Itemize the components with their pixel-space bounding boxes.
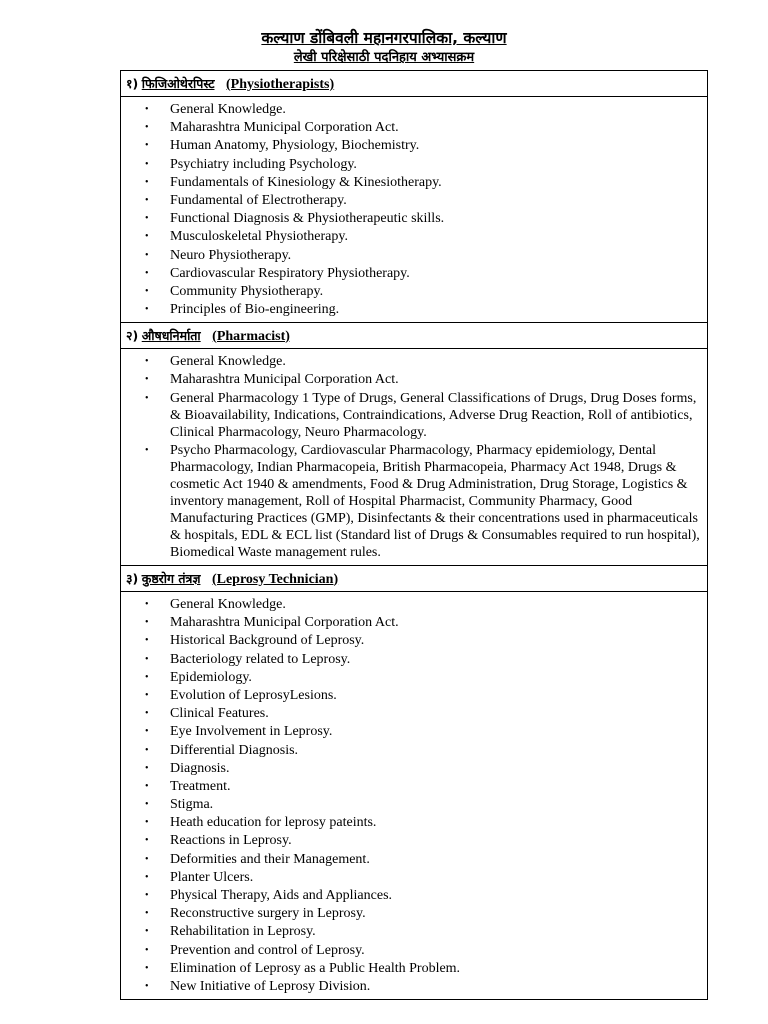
bullet-icon: • [145,374,149,386]
topic-text: Maharashtra Municipal Corporation Act. [170,120,399,136]
section-name-english: (Leprosy Technician) [211,571,339,587]
topic-text: Psycho Pharmacology, Cardiovascular Pharmacology, Pharmacy epidemiology, Dental Pharmacology, Indian Pharmacopeia, British Pharmacopeia, Pharmacy Act 1948, Drugs & cosmetic Act 1940 & amendments, Food & Drug Administration, Drug Storage, Logistics & inventory management, Roll of Hospital Pharmacist, Community Pharmacy, Good Manufacturing Practices (GMP), Disinfectants & their concentrations used in pharmaceuticals & hospitals, EDL & ECL list (Standard list of Drugs & Consumables required to run hospital), Biomedical Waste management rules. [170,442,700,560]
topic-text: Maharashtra Municipal Corporation Act. [170,372,399,388]
topic-text: Treatment. [170,778,231,794]
list-item [121,632,705,649]
topic-text: Bacteriology related to Leprosy. [170,651,351,667]
list-item [121,390,705,441]
list-item [121,265,705,282]
list-item [121,247,705,264]
bullet-icon: • [145,285,149,297]
list-item [121,760,705,777]
topic-text: New Initiative of Leprosy Division. [170,978,371,994]
section-topics [121,592,708,1000]
section-name-english: (Physiotherapists) [226,76,335,92]
list-item [121,851,705,868]
topic-list [121,101,705,318]
list-item [121,742,705,759]
topic-text: General Knowledge. [170,102,286,117]
section-header-row [121,323,708,349]
topic-text: Evolution of LeprosyLesions. [170,687,337,703]
topic-text: Maharashtra Municipal Corporation Act. [170,615,399,631]
topic-text: Heath education for leprosy pateints. [170,815,377,831]
section-topics [121,97,708,323]
section-header-row [121,566,708,592]
topic-text: Community Physiotherapy. [170,283,324,299]
syllabus-table-body [121,71,708,1000]
topic-list [121,596,705,995]
topic-text: Differential Diagnosis. [170,742,299,758]
topic-text: General Pharmacology 1 Type of Drugs, General Classifications of Drugs, Drug Doses forms, & Bioavailability, Indications, Contraindications, Adverse Drug Reaction, Roll of antibiotics, Clinical Pharmacology, Neuro Pharmacology. [170,390,697,440]
list-item [121,283,705,300]
syllabus-table [120,70,708,1000]
list-item [121,596,705,613]
section-header-row [121,71,708,97]
section-topics-row [121,349,708,566]
bullet-icon: • [145,249,149,261]
bullet-icon: • [145,140,149,152]
section-name-marathi: कुष्ठरोग तंत्रज्ञ [141,570,201,586]
list-item [121,442,705,561]
bullet-icon: • [145,980,149,992]
list-item [121,705,705,722]
section-number: २) [126,327,139,343]
list-item [121,210,705,227]
bullet-icon: • [145,158,149,170]
list-item [121,942,705,959]
section-name-marathi: फिजिओथेरपिस्ट [141,75,215,91]
list-item [121,923,705,940]
topic-text: Functional Diagnosis & Physiotherapeutic skills. [170,211,445,227]
bullet-icon: • [145,104,149,115]
section-name-marathi: औषधनिर्माता [141,327,201,343]
list-item [121,353,705,370]
topic-text: Neuro Physiotherapy. [170,247,292,263]
bullet-icon: • [145,708,149,720]
list-item [121,687,705,704]
bullet-icon: • [145,392,149,404]
bullet-icon: • [145,908,149,920]
list-item [121,832,705,849]
list-item [121,301,705,318]
topic-text: Rehabilitation in Leprosy. [170,924,316,940]
topic-text: Physical Therapy, Aids and Appliances. [170,888,393,903]
topic-text: Reactions in Leprosy. [170,833,292,849]
list-item [121,778,705,795]
bullet-icon: • [145,231,149,243]
bullet-icon: • [145,617,149,629]
bullet-icon: • [145,267,149,279]
list-item [121,192,705,209]
list-item [121,101,705,118]
bullet-icon: • [145,871,149,883]
list-item [121,814,705,831]
list-item [121,651,705,668]
bullet-icon: • [145,780,149,792]
document-header [0,28,768,67]
topic-text: Psychiatry including Psychology. [170,156,357,172]
list-item [121,723,705,740]
topic-text: Eye Involvement in Leprosy. [170,724,333,740]
section-topics-row [121,97,708,323]
bullet-icon: • [145,962,149,974]
list-item [121,156,705,173]
bullet-icon: • [145,122,149,134]
bullet-icon: • [145,835,149,847]
bullet-icon: • [145,744,149,756]
topic-text: Planter Ulcers. [170,869,254,885]
bullet-icon: • [145,444,149,456]
list-item [121,796,705,813]
topic-text: Fundamental of Electrotherapy. [170,192,347,208]
topic-text: Stigma. [170,797,214,813]
topic-text: General Knowledge. [170,597,286,612]
bullet-icon: • [145,853,149,865]
bullet-icon: • [145,944,149,956]
page-title: कल्याण डोंबिवली महानगरपालिका, कल्याण [261,29,507,47]
topic-list [121,353,705,561]
section-number: ३) [126,570,139,586]
list-item [121,887,705,904]
section-header [121,323,708,349]
bullet-icon: • [145,762,149,774]
section-header [121,71,708,97]
topic-text: Fundamentals of Kinesiology & Kinesiotherapy. [170,174,442,190]
bullet-icon: • [145,304,149,316]
topic-text: Epidemiology. [170,669,252,685]
bullet-icon: • [145,356,149,368]
bullet-icon: • [145,653,149,665]
page-subtitle: लेखी परिक्षेसाठी पदनिहाय अभ्यासक्रम [293,50,475,65]
list-item [121,137,705,154]
bullet-icon: • [145,926,149,938]
list-item [121,174,705,191]
section-header [121,566,708,592]
list-item [121,869,705,886]
bullet-icon: • [145,726,149,738]
section-number: १) [126,75,139,91]
list-item [121,978,705,995]
bullet-icon: • [145,194,149,206]
topic-text: Clinical Features. [170,706,269,722]
topic-text: Human Anatomy, Physiology, Biochemistry. [170,138,420,154]
bullet-icon: • [145,689,149,701]
topic-text: Diagnosis. [170,760,230,776]
bullet-icon: • [145,817,149,829]
bullet-icon: • [145,635,149,647]
bullet-icon: • [145,599,149,610]
bullet-icon: • [145,671,149,683]
topic-text: General Knowledge. [170,354,286,370]
bullet-icon: • [145,799,149,811]
bullet-icon: • [145,890,149,901]
topic-text: Principles of Bio-engineering. [170,302,340,318]
section-topics [121,349,708,566]
list-item [121,960,705,977]
bullet-icon: • [145,176,149,188]
topic-text: Historical Background of Leprosy. [170,633,365,649]
list-item [121,228,705,245]
topic-text: Prevention and control of Leprosy. [170,942,365,958]
topic-text: Cardiovascular Respiratory Physiotherapy. [170,265,410,281]
topic-text: Reconstructive surgery in Leprosy. [170,906,366,922]
list-item [121,669,705,686]
topic-text: Deformities and their Management. [170,851,370,867]
list-item [121,614,705,631]
section-name-english: (Pharmacist) [212,328,290,344]
topic-text: Musculoskeletal Physiotherapy. [170,229,348,245]
list-item [121,119,705,136]
section-topics-row [121,592,708,1000]
list-item [121,905,705,922]
topic-text: Elimination of Leprosy as a Public Health Problem. [170,960,461,976]
bullet-icon: • [145,213,149,225]
list-item [121,371,705,388]
